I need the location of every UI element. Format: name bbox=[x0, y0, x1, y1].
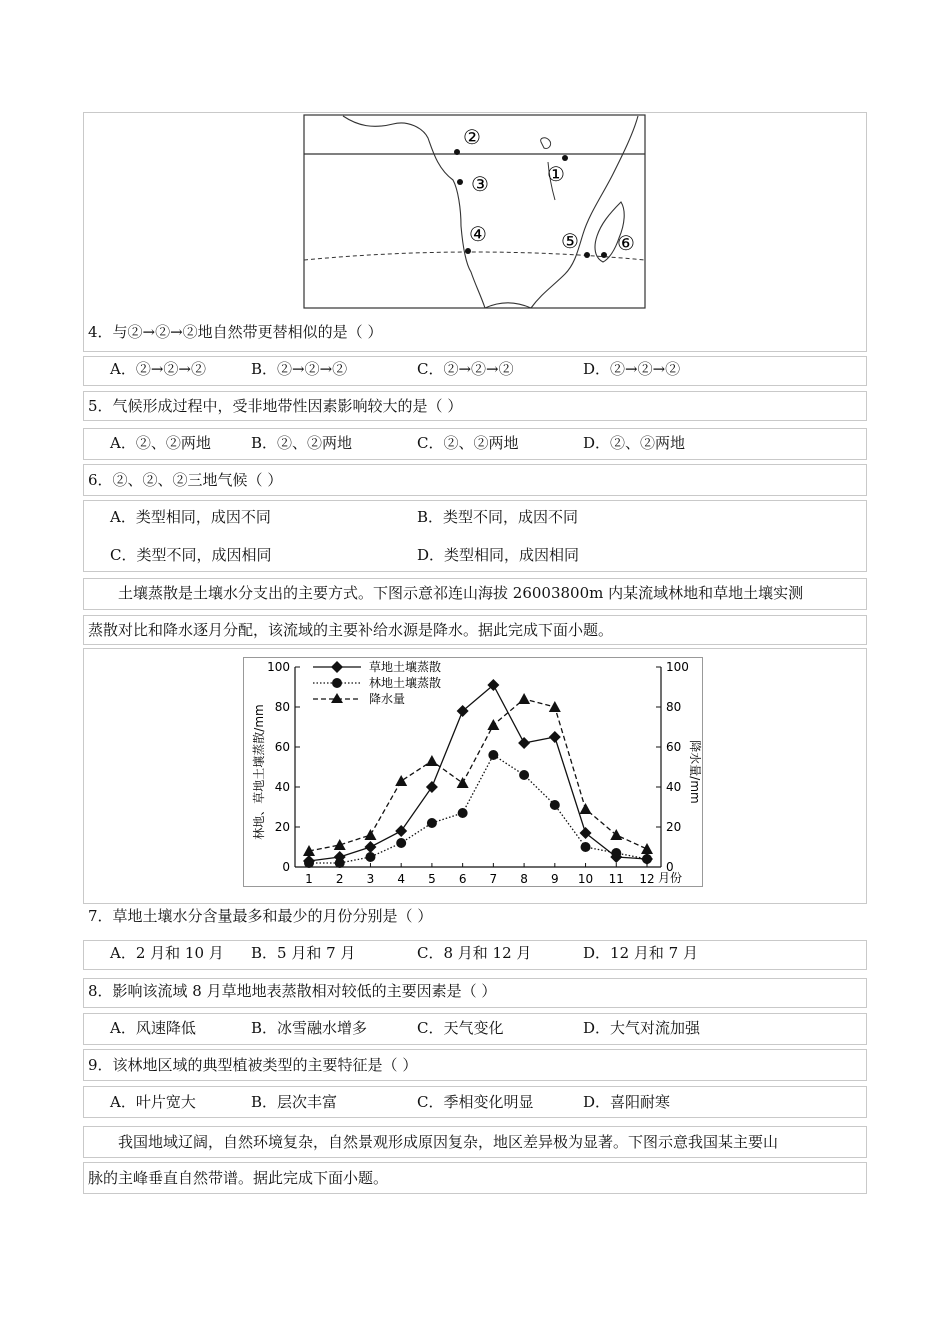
q7-option-b[interactable]: B．5 月和 7 月 bbox=[251, 944, 356, 962]
q5-option-c[interactable]: C．②、②两地 bbox=[417, 434, 519, 452]
q5-option-a[interactable]: A．②、②两地 bbox=[110, 434, 211, 452]
forest-data-point bbox=[458, 808, 468, 818]
q6-option-d[interactable]: D．类型相同，成因相同 bbox=[417, 546, 580, 564]
y-tick-label-left: 40 bbox=[274, 780, 290, 794]
passage-1-line-1: 土壤蒸散是土壤水分支出的主要方式。下图示意祁连山海拔 26003800m 内某流域林地和草地土壤实测 bbox=[118, 584, 804, 602]
q4-option-b[interactable]: B．②→②→② bbox=[251, 360, 348, 378]
x-tick-label: 2 bbox=[335, 872, 344, 886]
x-tick-label: 8 bbox=[520, 872, 528, 886]
map-label-1: ① bbox=[547, 162, 565, 186]
question-5-stem: 5．气候形成过程中，受非地带性因素影响较大的是（ ） bbox=[88, 397, 463, 415]
forest-data-point bbox=[335, 858, 345, 868]
x-tick-label: 1 bbox=[305, 872, 313, 886]
y-tick-label-right: 40 bbox=[666, 780, 682, 794]
y-tick-label-left: 0 bbox=[282, 860, 290, 874]
x-tick-label: 7 bbox=[489, 872, 498, 886]
y-tick-label-right: 20 bbox=[666, 820, 682, 834]
q7-option-d[interactable]: D．12 月和 7 月 bbox=[583, 944, 698, 962]
q8-option-a[interactable]: A．风速降低 bbox=[110, 1019, 196, 1037]
y-tick-label-right: 80 bbox=[666, 700, 682, 714]
q9-option-d[interactable]: D．喜阳耐寒 bbox=[583, 1093, 671, 1111]
forest-data-point bbox=[396, 838, 406, 848]
forest-data-point bbox=[427, 818, 437, 828]
lake-victoria bbox=[541, 138, 551, 149]
y-tick-label-left: 20 bbox=[274, 820, 290, 834]
q8-option-c[interactable]: C．天气变化 bbox=[417, 1019, 504, 1037]
y-axis-left-title: 林地、草地土壤蒸散/mm bbox=[252, 704, 266, 840]
point-2 bbox=[454, 149, 460, 155]
africa-coastline bbox=[343, 116, 638, 308]
map-label-3: ③ bbox=[471, 172, 489, 196]
legend-forest: 林地土壤蒸散 bbox=[369, 676, 442, 690]
x-tick-label: 3 bbox=[366, 872, 375, 886]
legend-circle-marker bbox=[332, 678, 342, 688]
y-tick-label-right: 60 bbox=[666, 740, 682, 754]
question-4-stem: 4．与②→②→②地自然带更替相似的是（ ） bbox=[88, 323, 383, 341]
y-tick-label-right: 100 bbox=[666, 660, 689, 674]
x-tick-label: 10 bbox=[577, 872, 594, 886]
x-axis-unit: 月份 bbox=[658, 871, 683, 885]
forest-data-point bbox=[642, 854, 652, 864]
question-7-stem: 7．草地土壤水分含量最多和最少的月份分别是（ ） bbox=[88, 907, 433, 925]
point-1 bbox=[562, 155, 568, 161]
q5-option-d[interactable]: D．②、②两地 bbox=[583, 434, 686, 452]
q6-option-b[interactable]: B．类型不同，成因不同 bbox=[417, 508, 579, 526]
x-tick-label: 12 bbox=[639, 872, 655, 886]
evaporation-precipitation-chart bbox=[243, 657, 703, 887]
africa-map bbox=[303, 114, 646, 310]
y-axis-right-title: 降水量/mm bbox=[688, 740, 702, 804]
forest-data-point bbox=[611, 848, 621, 858]
map-label-6: ⑥ bbox=[617, 231, 635, 255]
q6-option-c[interactable]: C．类型不同，成因相同 bbox=[110, 546, 272, 564]
point-5 bbox=[584, 252, 590, 258]
passage-1-line-2: 蒸散对比和降水逐月分配，该流域的主要补给水源是降水。据此完成下面小题。 bbox=[88, 621, 614, 639]
forest-data-point bbox=[365, 852, 375, 862]
x-tick-label: 6 bbox=[458, 872, 467, 886]
map-label-2: ② bbox=[463, 125, 481, 149]
tropic-dashed-line bbox=[304, 252, 645, 260]
q5-option-b[interactable]: B．②、②两地 bbox=[251, 434, 353, 452]
forest-data-point bbox=[550, 800, 560, 810]
forest-data-point bbox=[519, 770, 529, 780]
point-6 bbox=[601, 252, 607, 258]
x-tick-label: 5 bbox=[428, 872, 436, 886]
forest-data-point bbox=[304, 858, 314, 868]
q8-option-b[interactable]: B．冰雪融水增多 bbox=[251, 1019, 368, 1037]
passage-2-line-1: 我国地域辽阔，自然环境复杂，自然景观形成原因复杂，地区差异极为显著。下图示意我国某主要山 bbox=[118, 1133, 779, 1151]
q9-option-b[interactable]: B．层次丰富 bbox=[251, 1093, 338, 1111]
x-tick-label: 11 bbox=[608, 872, 624, 886]
forest-data-point bbox=[488, 750, 498, 760]
question-9-stem: 9．该林地区域的典型植被类型的主要特征是（ ） bbox=[88, 1056, 418, 1074]
q4-option-d[interactable]: D．②→②→② bbox=[583, 360, 681, 378]
legend-grass: 草地土壤蒸散 bbox=[369, 660, 442, 674]
forest-data-point bbox=[581, 842, 591, 852]
q4-option-a[interactable]: A．②→②→② bbox=[110, 360, 206, 378]
y-tick-label-left: 80 bbox=[274, 700, 290, 714]
map-label-4: ④ bbox=[469, 222, 487, 246]
passage-2-line-2: 脉的主峰垂直自然带谱。据此完成下面小题。 bbox=[88, 1169, 389, 1187]
y-tick-label-left: 60 bbox=[274, 740, 290, 754]
point-4 bbox=[465, 248, 471, 254]
question-8-stem: 8．影响该流域 8 月草地地表蒸散相对较低的主要因素是（ ） bbox=[88, 982, 497, 1000]
point-3 bbox=[457, 179, 463, 185]
question-6-stem: 6．②、②、②三地气候（ ） bbox=[88, 471, 283, 489]
x-tick-label: 9 bbox=[550, 872, 559, 886]
q7-option-c[interactable]: C．8 月和 12 月 bbox=[417, 944, 532, 962]
x-tick-label: 4 bbox=[397, 872, 406, 886]
q4-option-c[interactable]: C．②→②→② bbox=[417, 360, 514, 378]
map-label-5: ⑤ bbox=[561, 229, 579, 253]
q6-option-a[interactable]: A．类型相同，成因不同 bbox=[110, 508, 271, 526]
q7-option-a[interactable]: A．2 月和 10 月 bbox=[110, 944, 224, 962]
q9-option-c[interactable]: C．季相变化明显 bbox=[417, 1093, 534, 1111]
q8-option-d[interactable]: D．大气对流加强 bbox=[583, 1019, 701, 1037]
y-tick-label-left: 100 bbox=[267, 660, 290, 674]
q9-option-a[interactable]: A．叶片宽大 bbox=[110, 1093, 196, 1111]
legend-precip: 降水量 bbox=[369, 692, 406, 706]
y-tick-label-right: 0 bbox=[666, 860, 674, 874]
africa-coastline-east bbox=[485, 303, 531, 308]
